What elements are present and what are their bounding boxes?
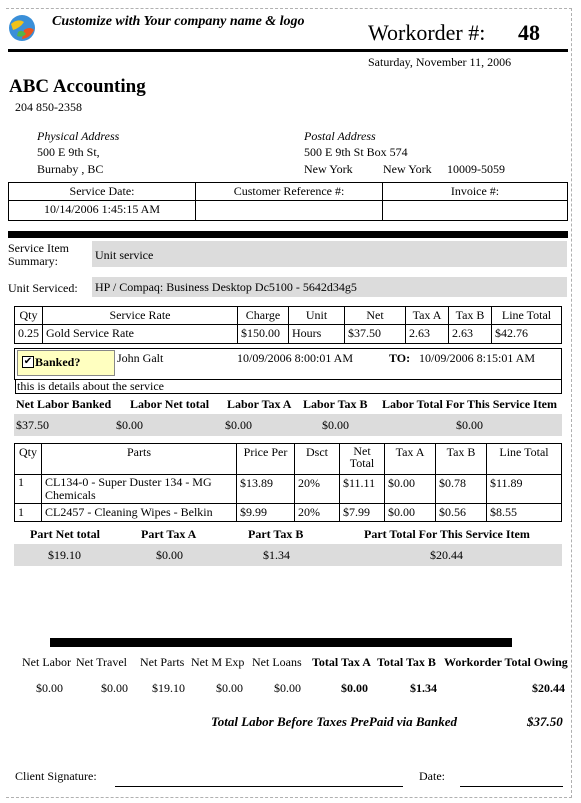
prepaid-label: Total Labor Before Taxes PrePaid via Banked xyxy=(211,714,458,729)
parts-totals-head-1: Part Net total xyxy=(30,527,100,541)
customer-reference-value xyxy=(196,201,383,221)
grand-val-tax-a: $0.00 xyxy=(341,681,368,695)
labor-service-rate-header: Service Rate xyxy=(43,307,238,325)
banked-label: Banked? xyxy=(35,355,81,369)
workorder-number: 48 xyxy=(518,20,540,45)
part-tax-b: $0.56 xyxy=(436,504,487,522)
part-qty: 1 xyxy=(15,504,42,522)
labor-charge-header: Charge xyxy=(238,307,289,325)
invoice-value xyxy=(383,201,568,221)
technician-name: John Galt xyxy=(117,351,164,365)
postal-address-state: New York xyxy=(383,162,432,176)
part-net-total: $11.11 xyxy=(340,475,385,504)
labor-line-total-header: Line Total xyxy=(492,307,562,325)
postal-address-city: New York xyxy=(304,162,353,176)
labor-charge: $150.00 xyxy=(238,325,289,344)
totals-divider xyxy=(50,638,512,647)
grand-val-net-parts: $19.10 xyxy=(152,681,185,695)
report-date: Saturday, November 11, 2006 xyxy=(368,55,512,69)
parts-line-total-header: Line Total xyxy=(487,444,562,475)
parts-totals-val-1: $19.10 xyxy=(48,548,81,562)
service-date-header: Service Date: xyxy=(9,183,196,201)
grand-val-tax-b: $1.34 xyxy=(410,681,437,695)
customer-reference-header: Customer Reference #: xyxy=(196,183,383,201)
labor-totals-val-5: $0.00 xyxy=(456,418,483,432)
grand-val-net-labor: $0.00 xyxy=(36,681,63,695)
labor-table xyxy=(14,306,562,344)
labor-unit: Hours xyxy=(289,325,345,344)
part-price: $13.89 xyxy=(237,475,295,504)
parts-totals-head-3: Part Tax B xyxy=(248,527,304,541)
workorder-label: Workorder #: xyxy=(368,20,486,45)
company-logo-icon xyxy=(8,14,36,42)
labor-totals-val-3: $0.00 xyxy=(225,418,252,432)
company-phone: 204 850-2358 xyxy=(15,100,82,114)
parts-row xyxy=(15,475,562,504)
labor-row xyxy=(15,325,562,344)
labor-totals-val-1: $37.50 xyxy=(16,418,49,432)
date-line[interactable] xyxy=(460,786,563,787)
parts-net-total-header: Net Total xyxy=(340,444,385,475)
part-discount: 20% xyxy=(295,475,340,504)
labor-totals-val-4: $0.00 xyxy=(322,418,349,432)
section-divider xyxy=(8,231,568,238)
parts-table xyxy=(14,443,562,522)
grand-head-net-parts: Net Parts xyxy=(140,655,185,669)
labor-totals-head-1: Net Labor Banked xyxy=(16,397,112,411)
labor-totals-head-5: Labor Total For This Service Item xyxy=(382,397,558,411)
service-info-table xyxy=(8,182,568,221)
part-price: $9.99 xyxy=(237,504,295,522)
service-date-value: 10/14/2006 1:45:15 AM xyxy=(9,201,196,221)
labor-start-time: 10/09/2006 8:00:01 AM xyxy=(237,351,354,365)
page-border-top xyxy=(6,8,572,9)
service-summary-value: Unit service xyxy=(92,241,567,267)
service-details: this is details about the service xyxy=(17,379,164,393)
part-name: CL2457 - Cleaning Wipes - Belkin xyxy=(42,504,237,522)
prepaid-value: $37.50 xyxy=(527,714,563,729)
grand-head-total-owing: Workorder Total Owing xyxy=(444,655,568,669)
banked-check-icon[interactable]: ✔ xyxy=(23,356,33,367)
labor-tax-b-header: Tax B xyxy=(449,307,492,325)
parts-header-row xyxy=(15,444,562,475)
grand-val-net-loans: $0.00 xyxy=(274,681,301,695)
parts-tax-a-header: Tax A xyxy=(385,444,436,475)
service-summary-label: Service Item Summary: xyxy=(8,241,69,268)
labor-net-header: Net xyxy=(345,307,406,325)
labor-line-total: $42.76 xyxy=(492,325,562,344)
service-details-box xyxy=(15,379,562,394)
grand-head-tax-a: Total Tax A xyxy=(312,655,371,669)
parts-row xyxy=(15,504,562,522)
labor-unit-header: Unit xyxy=(289,307,345,325)
header-rule xyxy=(8,49,568,52)
unit-serviced-value: HP / Compaq: Business Desktop Dc5100 - 5642d34g5 xyxy=(92,277,567,297)
labor-qty: 0.25 xyxy=(15,325,43,344)
labor-tax-a-header: Tax A xyxy=(406,307,449,325)
physical-address-line1: 500 E 9th St, xyxy=(37,145,100,159)
part-line-total: $8.55 xyxy=(487,504,562,522)
labor-net: $37.50 xyxy=(345,325,406,344)
labor-totals-head-4: Labor Tax B xyxy=(303,397,368,411)
page-border-bottom xyxy=(6,797,572,798)
postal-address-line1: 500 E 9th St Box 574 xyxy=(304,145,408,159)
part-discount: 20% xyxy=(295,504,340,522)
labor-service-rate: Gold Service Rate xyxy=(43,325,238,344)
labor-header-row xyxy=(15,307,562,325)
banked-checkbox-area[interactable] xyxy=(17,350,115,376)
labor-tax-a: 2.63 xyxy=(406,325,449,344)
postal-address-zip: 10009-5059 xyxy=(447,162,505,176)
page-border-right xyxy=(571,8,572,798)
client-signature-line[interactable] xyxy=(115,786,403,787)
unit-serviced-label: Unit Serviced: xyxy=(8,281,78,295)
parts-name-header: Parts xyxy=(42,444,237,475)
part-qty: 1 xyxy=(15,475,42,504)
grand-head-net-labor: Net Labor xyxy=(22,655,71,669)
to-label: TO: xyxy=(389,351,411,365)
parts-totals-val-2: $0.00 xyxy=(156,548,183,562)
part-net-total: $7.99 xyxy=(340,504,385,522)
part-tax-b: $0.78 xyxy=(436,475,487,504)
invoice-header: Invoice #: xyxy=(383,183,568,201)
labor-qty-header: Qty xyxy=(15,307,43,325)
grand-head-tax-b: Total Tax B xyxy=(377,655,436,669)
slogan: Customize with Your company name & logo xyxy=(52,14,305,29)
labor-totals-val-2: $0.00 xyxy=(116,418,143,432)
parts-totals-head-2: Part Tax A xyxy=(141,527,197,541)
grand-val-net-m-exp: $0.00 xyxy=(216,681,243,695)
parts-qty-header: Qty xyxy=(15,444,42,475)
parts-price-header: Price Per xyxy=(237,444,295,475)
service-info-value-row xyxy=(9,201,568,221)
labor-tax-b: 2.63 xyxy=(449,325,492,344)
labor-end-time: 10/09/2006 8:15:01 AM xyxy=(419,351,536,365)
part-name: CL134-0 - Super Duster 134 - MG Chemicals xyxy=(42,475,237,504)
part-line-total: $11.89 xyxy=(487,475,562,504)
parts-totals-val-4: $20.44 xyxy=(430,548,463,562)
parts-tax-b-header: Tax B xyxy=(436,444,487,475)
labor-totals-head-3: Labor Tax A xyxy=(227,397,292,411)
client-signature-label: Client Signature: xyxy=(15,769,97,783)
part-tax-a: $0.00 xyxy=(385,475,436,504)
date-label: Date: xyxy=(419,769,445,783)
grand-head-net-m-exp: Net M Exp xyxy=(191,655,245,669)
labor-totals-head-2: Labor Net total xyxy=(130,397,210,411)
service-info-header-row xyxy=(9,183,568,201)
grand-head-net-loans: Net Loans xyxy=(252,655,302,669)
grand-val-net-travel: $0.00 xyxy=(101,681,128,695)
grand-head-net-travel: Net Travel xyxy=(76,655,127,669)
part-tax-a: $0.00 xyxy=(385,504,436,522)
company-name: ABC Accounting xyxy=(9,76,146,97)
physical-address-heading: Physical Address xyxy=(37,129,120,143)
parts-totals-val-3: $1.34 xyxy=(263,548,290,562)
physical-address-line2: Burnaby , BC xyxy=(37,162,104,176)
postal-address-heading: Postal Address xyxy=(304,129,376,143)
parts-totals-head-4: Part Total For This Service Item xyxy=(364,527,530,541)
parts-discount-header: Dsct xyxy=(295,444,340,475)
grand-val-total-owing: $20.44 xyxy=(532,681,565,695)
